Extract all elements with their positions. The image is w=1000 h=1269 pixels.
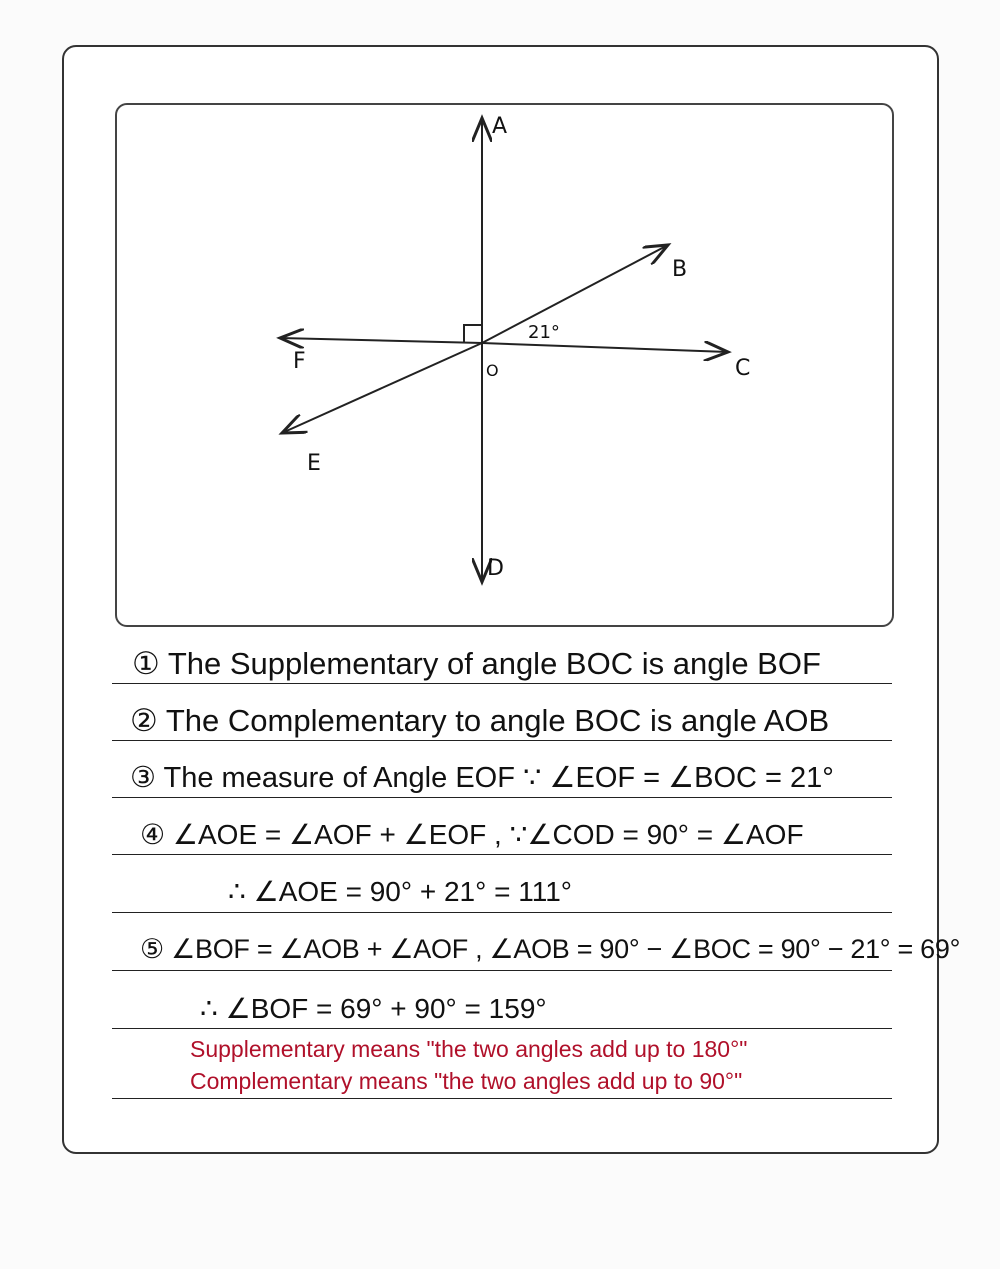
right-angle-mark: [464, 325, 482, 342]
ruled-line: [112, 1098, 892, 1099]
label-C: C: [735, 356, 751, 381]
line-CF: [280, 338, 482, 343]
label-O: O: [486, 361, 499, 380]
ruled-line: [112, 740, 892, 741]
label-D: D: [487, 556, 504, 581]
ruled-line: [112, 854, 892, 855]
note-complementary: Complementary means "the two angles add up to 90°": [190, 1068, 743, 1094]
step-5: ⑤ ∠BOF = ∠AOB + ∠AOF , ∠AOB = 90° − ∠BOC = 90° − 21° = 69°: [140, 934, 961, 964]
step-1: ① The Supplementary of angle BOC is angle BOF: [132, 646, 821, 681]
step-2: ② The Complementary to angle BOC is angle AOB: [130, 703, 830, 738]
angle-label-BOC: 21°: [528, 322, 560, 343]
step-4-result: ∴ ∠AOE = 90° + 21° = 111°: [228, 876, 572, 907]
line-OE: [282, 343, 482, 433]
ruled-line: [112, 970, 892, 971]
ruled-line: [112, 912, 892, 913]
step-3: ③ The measure of Angle EOF ∵ ∠EOF = ∠BOC = 21°: [130, 762, 834, 794]
label-F: F: [293, 349, 306, 374]
step-4: ④ ∠AOE = ∠AOF + ∠EOF , ∵∠COD = 90° = ∠AOF: [140, 819, 804, 850]
line-FC: [482, 343, 728, 352]
ruled-line: [112, 1028, 892, 1029]
ruled-line: [112, 683, 892, 684]
ruled-line: [112, 797, 892, 798]
label-E: E: [307, 451, 321, 476]
note-supplementary: Supplementary means "the two angles add up to 180°": [190, 1036, 748, 1062]
label-A: A: [492, 114, 508, 139]
step-5-result: ∴ ∠BOF = 69° + 90° = 159°: [200, 993, 547, 1024]
line-OB: [482, 245, 668, 343]
label-B: B: [672, 257, 688, 282]
